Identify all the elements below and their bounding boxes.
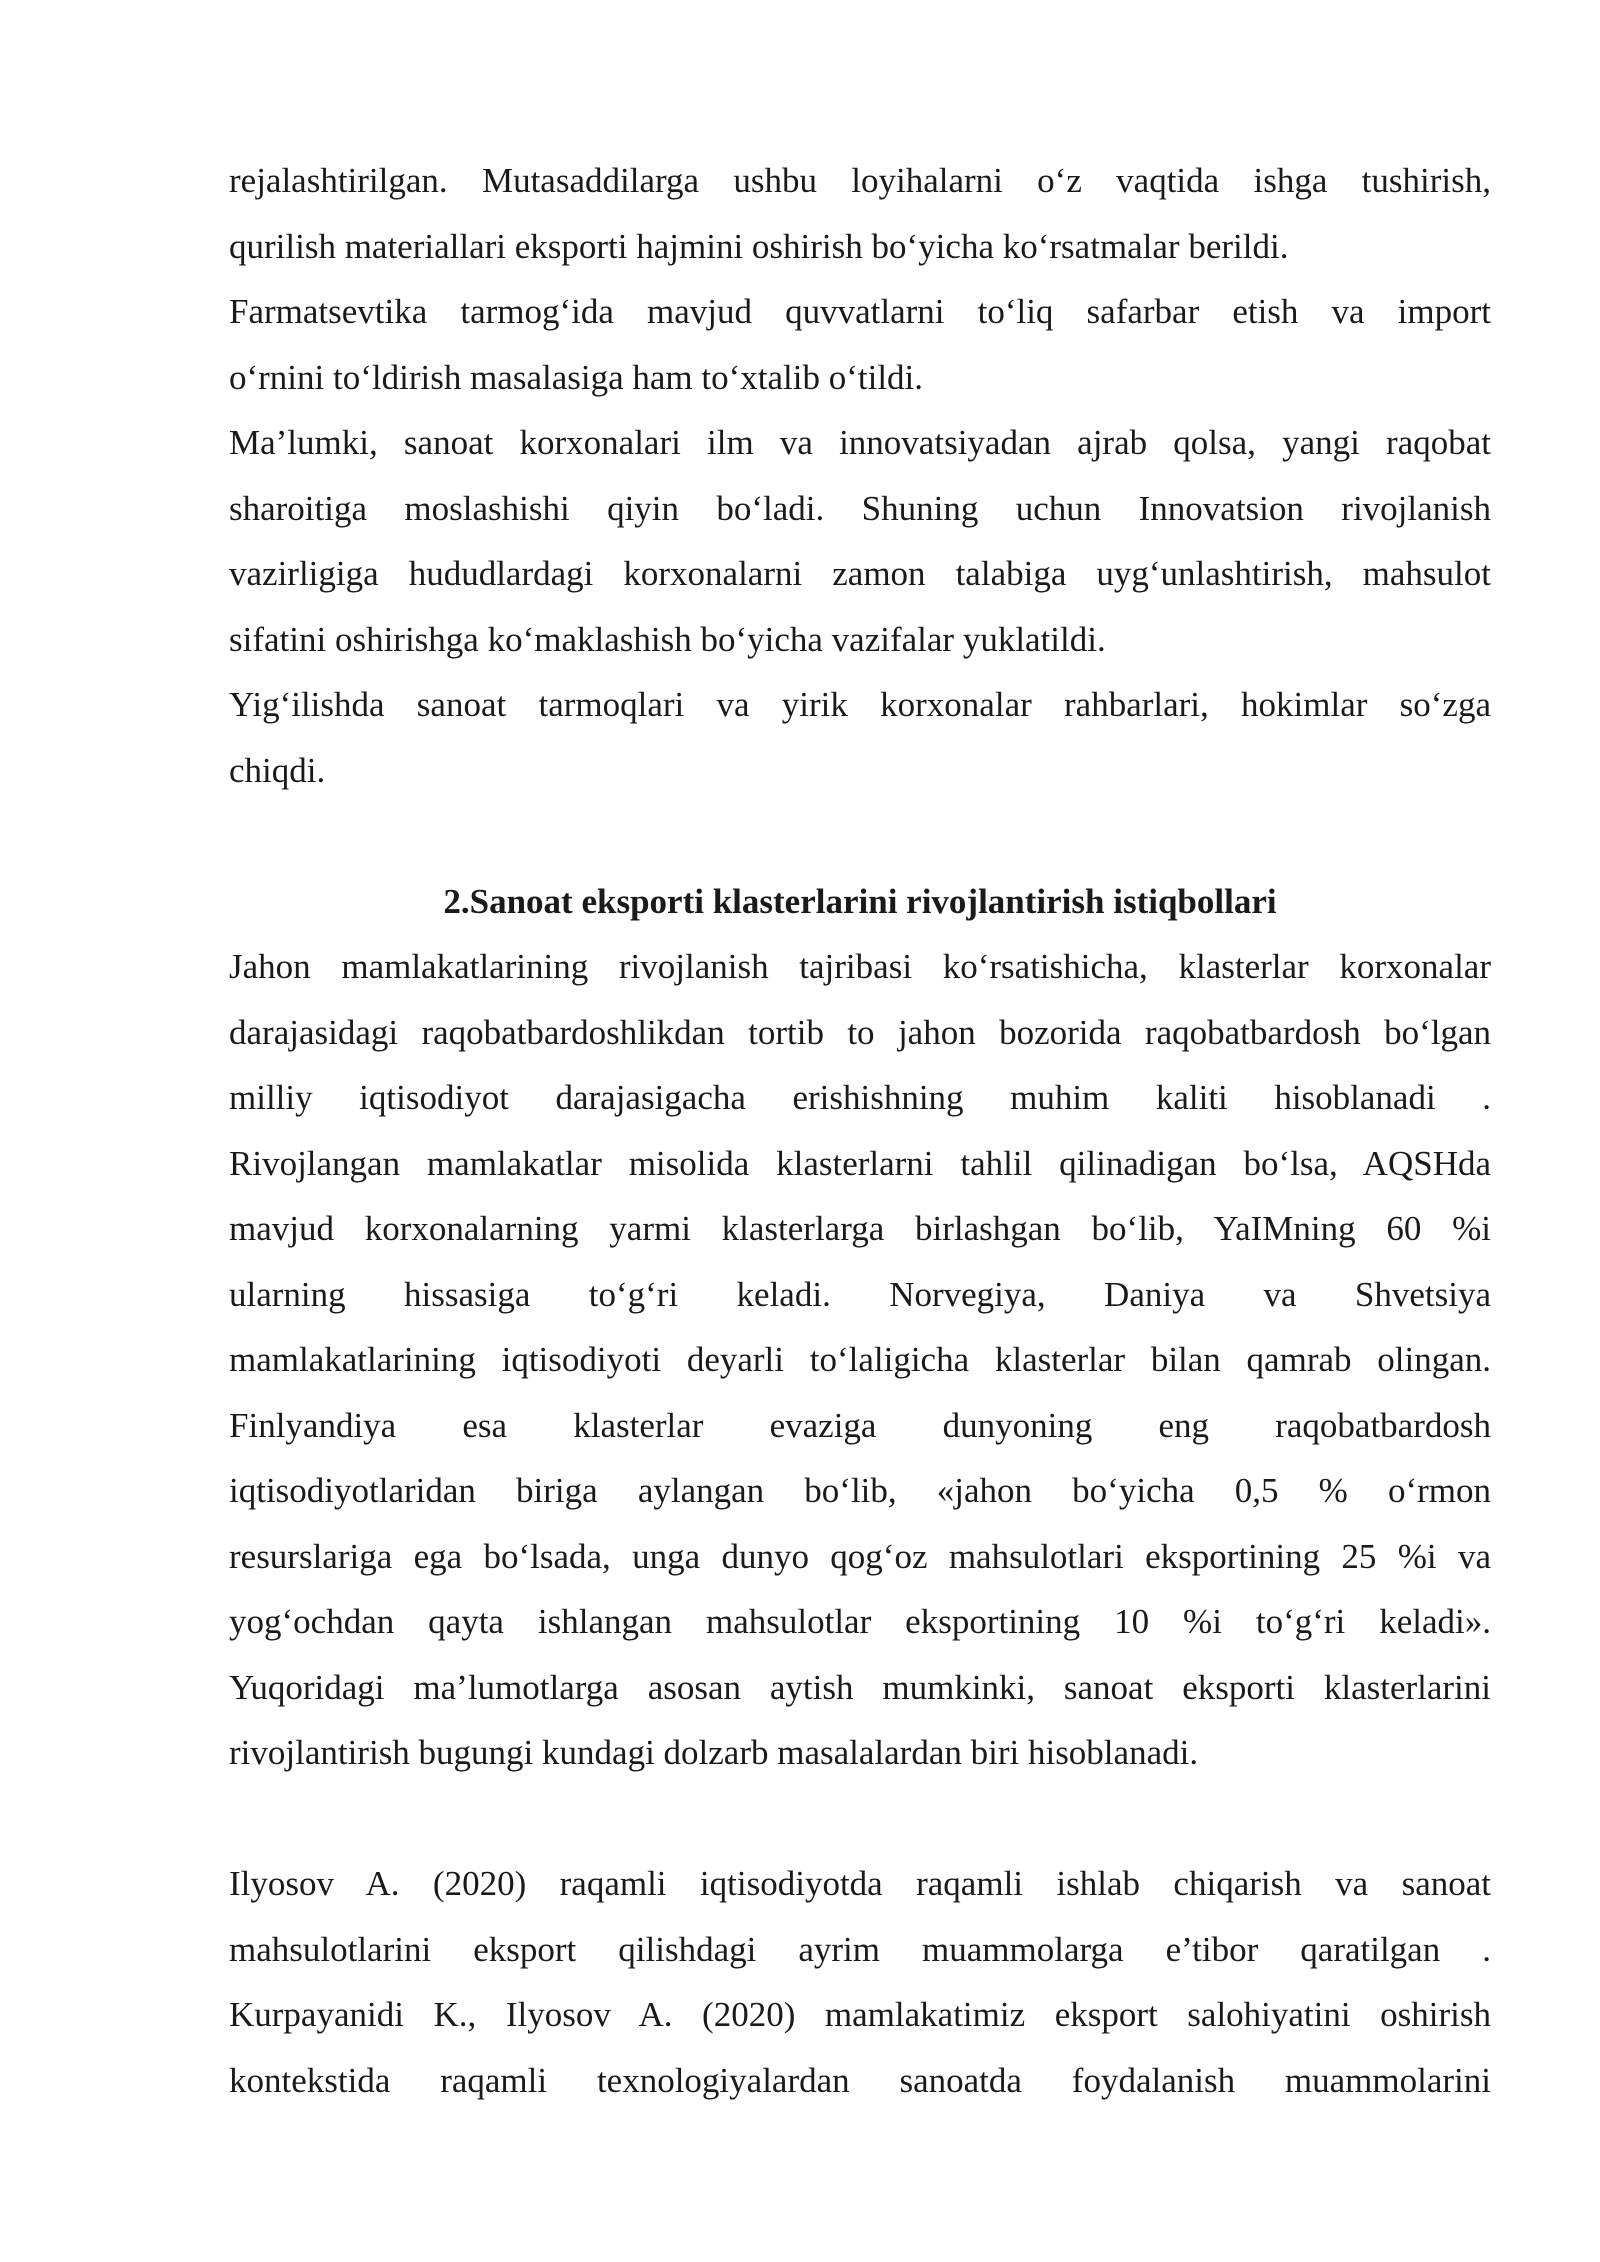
text-line: qurilish materiallari eksporti hajmini oshirish bo‘yicha ko‘rsatmalar berildi. <box>229 226 1289 266</box>
document-page <box>229 148 1491 2113</box>
blank-line <box>229 1786 1491 1852</box>
blank-line <box>229 803 1491 869</box>
text-line: o‘rnini to‘ldirish masalasiga ham to‘xtalib o‘tildi. <box>229 357 924 397</box>
text-line: chiqdi. <box>229 750 326 790</box>
paragraph-pharmaceutics <box>229 279 1491 410</box>
text-line: rivojlantirish bugungi kundagi dolzarb masalalardan biri hisoblanadi. <box>229 1733 1199 1772</box>
text-line: Ma’lumki, sanoat korxonalari ilm va innovatsiyadan ajrab qolsa, yangi raqobat <box>229 423 1491 462</box>
text-line: resurslariga ega bo‘lsada, unga dunyo qog‘oz mahsulotlari eksportining 25 %i va <box>229 1536 1491 1576</box>
text-line: rejalashtirilgan. Mutasaddilarga ushbu loyihalarni o‘z vaqtida ishga tushirish, <box>229 161 1491 200</box>
text-line: Yuqoridagi ma’lumotlarga asosan aytish mumkinki, sanoat eksporti klasterlarini <box>229 1667 1491 1707</box>
text-line: iqtisodiyotlaridan biriga aylangan bo‘lib, «jahon bo‘yicha 0,5 % o‘rmon <box>229 1471 1491 1510</box>
text-line: Finlyandiya esa klasterlar evaziga dunyoning eng raqobatbardosh <box>229 1405 1491 1445</box>
section-heading: 2.Sanoat eksporti klasterlarini rivojlantirish istiqbollari <box>443 881 1277 921</box>
text-line: Yig‘ilishda sanoat tarmoqlari va yirik korxonalar rahbarlari, hokimlar so‘zga <box>229 685 1491 724</box>
text-line: Rivojlangan mamlakatlar misolida klasterlarni tahlil qilinadigan bo‘lsa, AQSHda <box>229 1143 1491 1183</box>
text-line: kontekstida raqamli texnologiyalardan sanoatda foydalanish muammolarini <box>229 2060 1491 2100</box>
text-line: darajasidagi raqobatbardoshlikdan tortib to jahon bozorida raqobatbardosh bo‘lgan <box>229 1012 1491 1052</box>
text-line: vazirligiga hududlardagi korxonalarni zamon talabiga uyg‘unlashtirish, mahsulot <box>229 554 1491 593</box>
paragraph-export-instructions <box>229 148 1491 279</box>
text-line: sharoitiga moslashishi qiyin bo‘ladi. Shuning uchun Innovatsion rivojlanish <box>229 488 1491 528</box>
text-line: yog‘ochdan qayta ishlangan mahsulotlar eksportining 10 %i to‘g‘ri keladi». <box>229 1602 1491 1641</box>
paragraph-references <box>229 1851 1491 2113</box>
text-line: mamlakatlarining iqtisodiyoti deyarli to‘laligicha klasterlar bilan qamrab olingan. <box>229 1340 1491 1379</box>
text-line: mavjud korxonalarning yarmi klasterlarga birlashgan bo‘lib, YaIMning 60 %i <box>229 1209 1491 1248</box>
text-line: Kurpayanidi K., Ilyosov A. (2020) mamlakatimiz eksport salohiyatini oshirish <box>229 1995 1491 2034</box>
text-line: ularning hissasiga to‘g‘ri keladi. Norvegiya, Daniya va Shvetsiya <box>229 1274 1491 1314</box>
paragraph-meeting <box>229 672 1491 803</box>
text-line: mahsulotlarini eksport qilishdagi ayrim muammolarga e’tibor qaratilgan . <box>229 1929 1491 1969</box>
text-line: Ilyosov A. (2020) raqamli iqtisodiyotda raqamli ishlab chiqarish va sanoat <box>229 1864 1491 1903</box>
paragraph-innovation <box>229 410 1491 672</box>
text-line: milliy iqtisodiyot darajasigacha erishishning muhim kaliti hisoblanadi . <box>229 1078 1491 1117</box>
text-line: sifatini oshirishga ko‘maklashish bo‘yicha vazifalar yuklatildi. <box>229 619 1106 659</box>
text-line: Farmatsevtika tarmog‘ida mavjud quvvatlarni to‘liq safarbar etish va import <box>229 292 1491 331</box>
paragraph-clusters <box>229 934 1491 1786</box>
text-line: Jahon mamlakatlarining rivojlanish tajribasi ko‘rsatishicha, klasterlar korxonalar <box>229 947 1491 986</box>
